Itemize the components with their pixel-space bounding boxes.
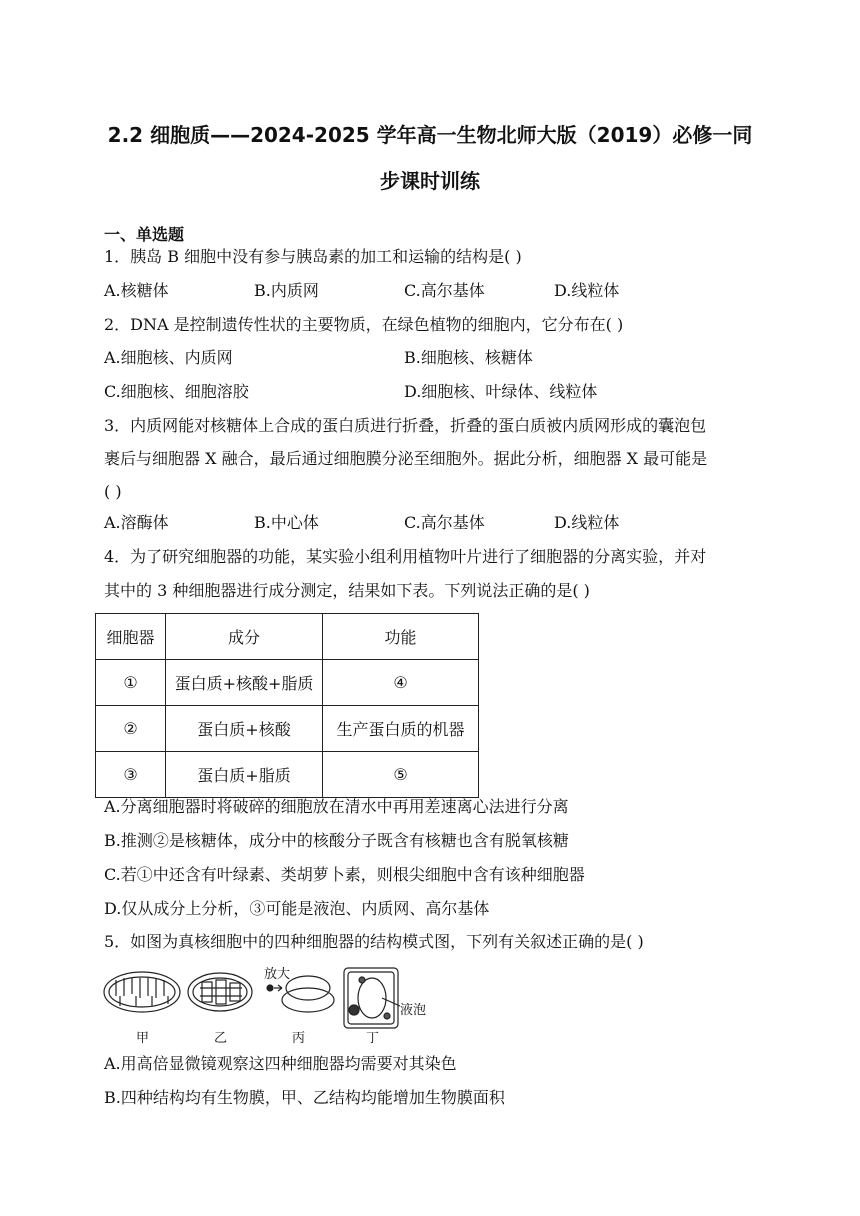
organelle-table <box>95 613 479 798</box>
table-row <box>96 660 479 706</box>
q1-stem: 1．胰岛 B 细胞中没有参与胰岛素的加工和运输的结构是( ) <box>104 247 522 266</box>
q3-stem-line-2: 裹后与细胞器 X 融合，最后通过细胞膜分泌至细胞外。据此分析，细胞器 X 最可能是 <box>104 449 708 468</box>
table-header: 细胞器 <box>96 614 166 660</box>
organelle-figure <box>102 966 442 1048</box>
mitochondrion-diagram <box>104 972 180 1012</box>
q3-option-c: C.高尔基体 <box>404 513 485 532</box>
q3-option-a: A.溶酶体 <box>104 513 169 532</box>
table-row <box>96 706 479 752</box>
table-header-row <box>96 614 479 660</box>
figure-label-bing: 丙 <box>292 1031 306 1046</box>
table-cell: ② <box>96 706 166 752</box>
figure-label-ding: 丁 <box>366 1031 380 1046</box>
q5-stem: 5．如图为真核细胞中的四种细胞器的结构模式图，下列有关叙述正确的是( ) <box>104 932 644 951</box>
figure-label-yi: 乙 <box>214 1031 228 1046</box>
vacuole-label: 液泡 <box>400 1003 427 1018</box>
q3-stem-line-3: ( ) <box>104 482 122 501</box>
q5-option-a: A.用高倍显微镜观察这四种细胞器均需要对其染色 <box>104 1054 457 1073</box>
table-cell: 蛋白质+核酸 <box>166 706 323 752</box>
q4-option-a: A.分离细胞器时将破碎的细胞放在清水中再用差速离心法进行分离 <box>104 797 569 816</box>
q4-option-d: D.仅从成分上分析，③可能是液泡、内质网、高尔基体 <box>104 899 490 918</box>
title-line-2: 步课时训练 <box>380 169 480 193</box>
q1-option-d: D.线粒体 <box>554 281 620 300</box>
title-line-1: 2.2 细胞质——2024-2025 学年高一生物北师大版（2019）必修一同 <box>107 123 753 147</box>
table-cell: ③ <box>96 752 166 798</box>
page-title <box>60 112 800 204</box>
table-cell: ⑤ <box>323 752 479 798</box>
q2-option-b: B.细胞核、核糖体 <box>404 348 533 367</box>
q5-option-b: B.四种结构均有生物膜，甲、乙结构均能增加生物膜面积 <box>104 1088 505 1107</box>
q4-option-c: C.若①中还含有叶绿素、类胡萝卜素，则根尖细胞中含有该种细胞器 <box>104 865 585 884</box>
q1-option-b: B.内质网 <box>254 281 319 300</box>
table-header: 成分 <box>166 614 323 660</box>
q3-option-d: D.线粒体 <box>554 513 620 532</box>
table-cell: ④ <box>323 660 479 706</box>
q2-stem: 2．DNA 是控制遗传性状的主要物质，在绿色植物的细胞内，它分布在( ) <box>104 315 624 334</box>
table-cell: 蛋白质+核酸+脂质 <box>166 660 323 706</box>
chloroplast-diagram <box>188 973 252 1011</box>
table-header: 功能 <box>323 614 479 660</box>
q2-option-a: A.细胞核、内质网 <box>104 348 233 367</box>
q4-stem-line-2: 其中的 3 种细胞器进行成分测定，结果如下表。下列说法正确的是( ) <box>104 581 590 600</box>
plant-cell-diagram <box>344 968 400 1028</box>
table-cell: 生产蛋白质的机器 <box>323 706 479 752</box>
q3-option-b: B.中心体 <box>254 513 319 532</box>
figure-label-jia: 甲 <box>136 1031 150 1046</box>
q4-option-b: B.推测②是核糖体，成分中的核酸分子既含有核糖也含有脱氧核糖 <box>104 831 569 850</box>
q4-stem-line-1: 4．为了研究细胞器的功能，某实验小组利用植物叶片进行了细胞器的分离实验，并对 <box>104 547 707 566</box>
q1-option-a: A.核糖体 <box>104 281 169 300</box>
q2-option-c: C.细胞核、细胞溶胶 <box>104 382 249 401</box>
q3-stem-line-1: 3．内质网能对核糖体上合成的蛋白质进行折叠，折叠的蛋白质被内质网形成的囊泡包 <box>104 416 707 435</box>
table-row <box>96 752 479 798</box>
table-cell: 蛋白质+脂质 <box>166 752 323 798</box>
q1-option-c: C.高尔基体 <box>404 281 485 300</box>
table-cell: ① <box>96 660 166 706</box>
zoom-label: 放大 <box>264 967 291 982</box>
q2-option-d: D.细胞核、叶绿体、线粒体 <box>404 382 598 401</box>
section-heading: 一、单选题 <box>104 225 185 244</box>
